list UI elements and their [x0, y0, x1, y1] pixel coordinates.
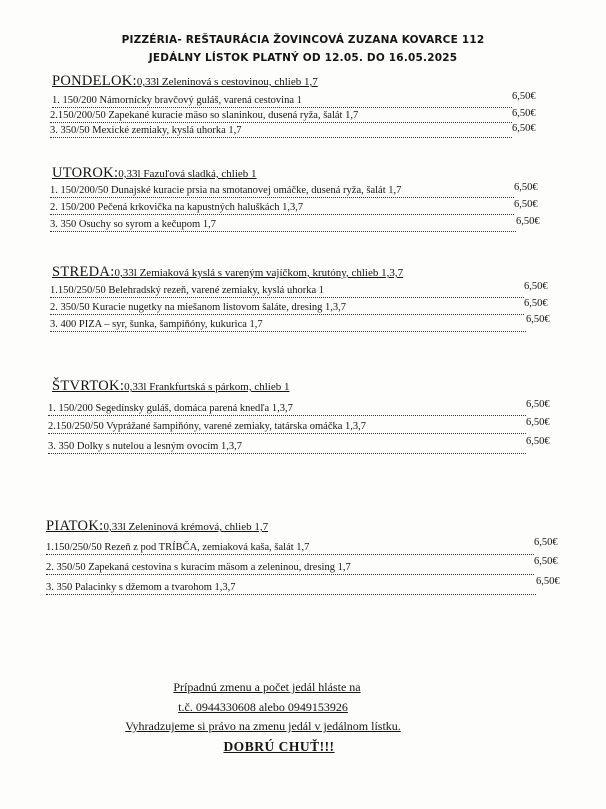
menu-item: 3. 350 Dolky s nutelou a lesným ovocím 1,3,7: [48, 440, 526, 454]
soup-text: 0,33l Zeleninová s cestovinou, chlieb 1,7: [136, 76, 318, 88]
soup-text: 0,33l Frankfurtská s párkom, chlieb 1: [124, 381, 290, 393]
footer-phone: t.č. 0944330608 alebo 0949153926: [178, 700, 348, 714]
menu-item-price: 6,50€: [526, 417, 550, 428]
day-soup: [52, 378, 289, 395]
menu-item-price: 6,50€: [512, 108, 536, 119]
soup-text: 0,33l Fazuľová sladká, chlieb 1: [118, 168, 257, 180]
menu-item-price: 6,50€: [526, 314, 550, 325]
menu-item-price: 6,50€: [534, 537, 558, 548]
restaurant-title: PIZZÉRIA- REŠTAURÁCIA ŽOVINCOVÁ ZUZANA KOVARCE 112: [121, 34, 485, 46]
menu-item-price: 6,50€: [526, 436, 550, 447]
menu-item-price: 6,50€: [534, 556, 558, 567]
soup-text: 0,33l Zeleninová krémová, chlieb 1,7: [103, 521, 269, 533]
day-name: PONDELOK:: [52, 73, 137, 89]
menu-item: 2. 350/50 Zapekaná cestovina s kuracím mäsom a zeleninou, dresing 1,7: [46, 561, 534, 575]
menu-item: 1. 150/200 Námornícky bravčový guláš, varená cestovina 1: [52, 94, 512, 108]
menu-item-price: 6,50€: [524, 281, 548, 292]
menu-item: 2. 350/50 Kuracie nugetky na miešanom listovom šaláte, dresing 1,3,7: [50, 301, 524, 315]
footer-bon-appetit: DOBRÚ CHUŤ!!!: [223, 739, 335, 754]
footer-disclaimer: Vyhradzujeme si právo na zmenu jedál v jedálnom lístku.: [125, 719, 401, 733]
menu-item: 2.150/250/50 Vyprážané šampiňóny, varené zemiaky, tatárska omáčka 1,3,7: [48, 420, 526, 434]
day-name: UTOROK:: [52, 165, 119, 181]
day-soup: [52, 73, 318, 90]
soup-text: 0,33l Zemiaková kyslá s vareným vajíčkom, krutóny, chlieb 1,3,7: [114, 267, 404, 279]
day-soup: [52, 165, 257, 182]
menu-item-price: 6,50€: [512, 123, 536, 134]
day-name: ŠTVRTOK:: [52, 378, 125, 394]
menu-item-price: 6,50€: [514, 199, 538, 210]
day-name: STREDA:: [52, 264, 115, 280]
menu-item-price: 6,50€: [514, 182, 538, 193]
day-soup: [46, 518, 268, 535]
menu-item-price: 6,50€: [526, 399, 550, 410]
menu-item: 3. 350 Osuchy so syrom a kečupom 1,7: [50, 218, 516, 232]
day-soup: [52, 264, 403, 281]
menu-item: 1.150/250/50 Belehradský rezeň, varené zemiaky, kyslá uhorka 1: [50, 284, 524, 298]
day-name: PIATOK:: [46, 518, 104, 534]
menu-item-price: 6,50€: [524, 298, 548, 309]
menu-item: 1. 150/200/50 Dunajské kuracie prsia na smotanovej omáčke, dusená ryža, šalát 1,7: [50, 184, 514, 198]
menu-item-price: 6,50€: [536, 576, 560, 587]
menu-item: 2. 150/200 Pečená krkovička na kapustných haluškách 1,3,7: [50, 201, 514, 215]
menu-item-price: 6,50€: [516, 216, 540, 227]
menu-item: 2.150/200/50 Zapekané kuracie mäso so slaninkou, dusená ryža, šalát 1,7: [50, 109, 512, 123]
menu-item: 1.150/250/50 Rezeň z pod TRÍBČA, zemiaková kaša, šalát 1,7: [46, 541, 534, 555]
menu-item: 3. 350/50 Mexické zemiaky, kyslá uhorka 1,7: [50, 124, 512, 138]
menu-item: 3. 400 PIZA – syr, šunka, šampiňóny, kukurica 1,7: [50, 318, 526, 332]
menu-item: 3. 350 Palacinky s džemom a tvarohom 1,3,7: [46, 581, 536, 595]
footer-order-note: Prípadnú zmenu a počet jedál hláste na: [173, 680, 361, 694]
menu-item-price: 6,50€: [512, 91, 536, 102]
menu-item: 1. 150/200 Segedínsky guláš, domáca parená knedľa 1,3,7: [48, 402, 526, 416]
menu-validity-title: JEDÁLNY LÍSTOK PLATNÝ OD 12.05. DO 16.05.2025: [148, 52, 458, 64]
